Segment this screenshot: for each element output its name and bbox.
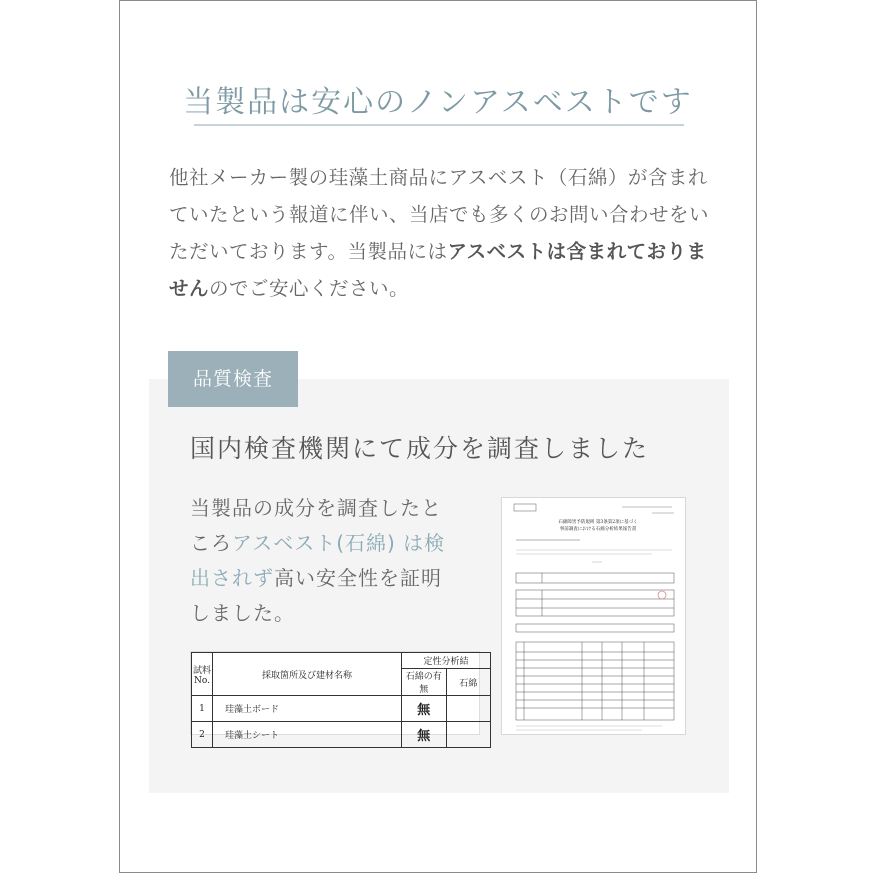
table-row: [192, 696, 491, 722]
analysis-report-image: [501, 497, 686, 735]
header-sample-no: 試料No.: [192, 653, 213, 696]
analysis-table: [191, 652, 491, 748]
header-location: 採取箇所及び建材名称: [213, 653, 402, 696]
report-date-box: [516, 624, 674, 632]
section-body: [190, 491, 460, 631]
report-info-box: [516, 590, 674, 616]
section-body-text-2: 高い安全性を証明しました。: [190, 566, 442, 625]
row-empty: [446, 696, 491, 722]
intro-text-1: 他社メーカー製の珪藻土商品にアスベスト（石綿）が含まれていたという報道に伴い、当店でも多くのお問い合わせをいただいております。当製品には: [169, 166, 710, 263]
row-name: 珪藻土ボード: [213, 696, 402, 722]
intro-paragraph: [169, 159, 719, 307]
row-no: 1: [192, 696, 213, 722]
section-body-text-1: 当製品の成分を調査したところ: [190, 496, 442, 555]
report-seal: [658, 591, 666, 599]
intro-bold-text: アスベストは含まれておりません: [169, 240, 707, 300]
report-client-box: [516, 573, 674, 583]
row-no: 2: [192, 722, 213, 748]
table-row: [192, 722, 491, 748]
report-stamp-box: [514, 504, 536, 511]
row-mark: 無: [402, 696, 447, 722]
row-empty: [446, 722, 491, 748]
header-presence: 石綿の有無: [402, 669, 447, 696]
header-asbestos: 石綿: [446, 669, 491, 696]
page-title: 当製品は安心のノンアスベストです: [183, 85, 693, 120]
intro-text-2: のでご安心ください。: [209, 277, 410, 300]
content-frame: [119, 0, 757, 873]
title-divider: [194, 124, 684, 126]
report-results-table: [516, 642, 674, 720]
report-title-line-2: 事前調査における石綿分析結果報告書: [559, 527, 637, 532]
report-title-line-1: 石綿障害予防規則 第3条第2項に基づく: [558, 520, 638, 525]
header-analysis: 定性分析結: [402, 653, 491, 669]
section-subheading: 国内検査機関にて成分を調査しました: [190, 434, 650, 463]
row-name: 珪藻土シート: [213, 722, 402, 748]
row-mark: 無: [402, 722, 447, 748]
report-document: [502, 498, 687, 736]
analysis-table-image: [190, 651, 480, 744]
table-header-row: [192, 653, 491, 669]
section-tag: 品質検査: [168, 351, 298, 407]
section-accent-text: アスベスト(石綿) は検出されず: [190, 531, 446, 590]
